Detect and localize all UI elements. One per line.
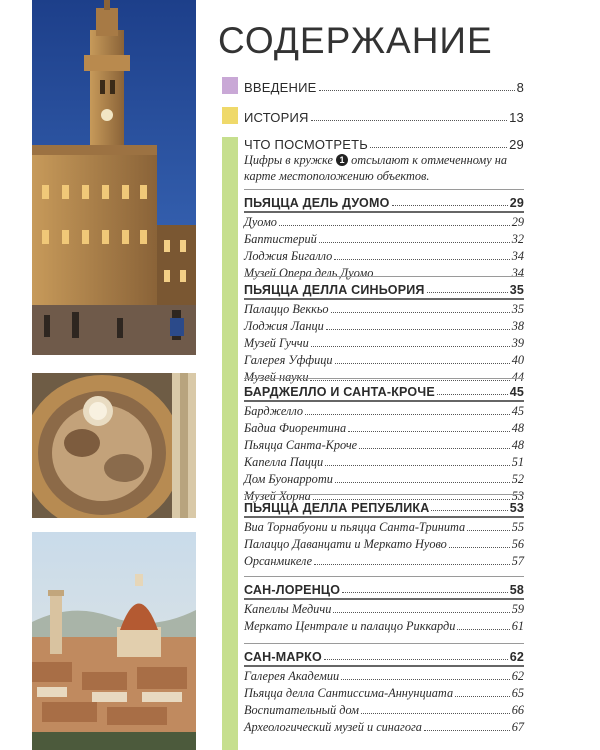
toc-entry[interactable] <box>244 334 524 351</box>
toc-entry[interactable] <box>244 230 524 247</box>
toc-entry-history[interactable] <box>244 108 524 125</box>
dot-leader <box>279 225 510 226</box>
toc-entry[interactable] <box>244 436 524 453</box>
toc-page-number: 52 <box>511 472 524 486</box>
dot-leader <box>314 564 510 565</box>
toc-page-number: 58 <box>509 583 524 597</box>
toc-page-number: 13 <box>509 110 524 125</box>
toc-entry[interactable] <box>244 247 524 264</box>
toc-page-number: 29 <box>509 137 524 152</box>
dot-leader <box>467 530 510 531</box>
toc-page-number: 34 <box>511 266 524 280</box>
dot-leader <box>324 659 508 660</box>
toc-section-heading[interactable] <box>244 498 524 515</box>
toc-entry[interactable] <box>244 701 524 718</box>
toc-entry-label: Палаццо Даванцати и Меркато Нуово <box>244 537 447 551</box>
toc-entry[interactable] <box>244 351 524 368</box>
toc-entry-label: БАРДЖЕЛЛО И САНТА-КРОЧЕ <box>244 385 435 399</box>
toc-entry-label: Пьяцца делла Сантиссима-Аннунциата <box>244 686 454 700</box>
toc-entry[interactable] <box>244 667 524 684</box>
toc-entry-label: Лоджия Ланци <box>244 319 324 333</box>
toc-entry-label: Меркато Централе и палаццо Риккарди <box>244 619 456 633</box>
dot-leader <box>424 730 510 731</box>
toc-entry-label: ЧТО ПОСМОТРЕТЬ <box>244 137 368 152</box>
toc-entry-label: Лоджия Бигалло <box>244 249 333 263</box>
toc-page-number: 56 <box>511 537 524 551</box>
dot-leader <box>305 414 510 415</box>
toc-page-number: 59 <box>511 602 524 616</box>
dot-leader <box>437 394 508 395</box>
dot-leader <box>335 482 510 483</box>
dot-leader <box>335 363 510 364</box>
toc-page-number: 29 <box>509 196 524 210</box>
dot-leader <box>341 679 510 680</box>
toc-page-number: 51 <box>511 455 524 469</box>
toc-entry-label: Виа Торнабуони и пьяцца Санта-Тринита <box>244 520 466 534</box>
dot-leader <box>319 90 515 91</box>
dot-leader <box>326 329 510 330</box>
toc-entry-label: ВВЕДЕНИЕ <box>244 80 317 95</box>
dot-leader <box>449 547 510 548</box>
toc-section-heading[interactable] <box>244 193 524 210</box>
toc-page-number: 45 <box>511 404 524 418</box>
toc-entry[interactable] <box>244 453 524 470</box>
toc-entry[interactable] <box>244 470 524 487</box>
toc-section-heading[interactable] <box>244 280 524 297</box>
toc-entry-label: Палаццо Веккьо <box>244 302 329 316</box>
toc-entry[interactable] <box>244 600 524 617</box>
note-text-before: Цифры в кружке <box>244 153 333 167</box>
toc-page-number: 35 <box>511 302 524 316</box>
toc-page-number: 32 <box>511 232 524 246</box>
toc-section-heading[interactable] <box>244 580 524 597</box>
toc-entry[interactable] <box>244 684 524 701</box>
dot-leader <box>359 448 510 449</box>
toc-entry-intro[interactable] <box>244 78 524 95</box>
toc-entry-label: Музей Гуччи <box>244 336 309 350</box>
dot-leader <box>310 380 509 381</box>
toc-page-number: 29 <box>511 215 524 229</box>
toc-page-number: 48 <box>511 438 524 452</box>
toc-entry-label: ПЬЯЦЦА ДЕЛЛА РЕПУБЛИКА <box>244 501 430 515</box>
dot-leader <box>392 205 508 206</box>
toc-entry[interactable] <box>244 264 524 281</box>
dot-leader <box>431 510 507 511</box>
section-top-rule <box>244 643 524 644</box>
toc-entry-label: Пьяцца Санта-Кроче <box>244 438 358 452</box>
page-title: СОДЕРЖАНИЕ <box>218 20 493 61</box>
toc-entry-label: Воспитательный дом <box>244 703 359 717</box>
toc-section-heading[interactable] <box>244 382 524 399</box>
toc-entry-label: Музей Опера дель Дуомо <box>244 266 374 280</box>
toc-page-number: 62 <box>509 650 524 664</box>
intro-color-marker <box>222 77 238 94</box>
dot-leader <box>427 292 508 293</box>
dot-leader <box>342 592 508 593</box>
toc-page-number: 44 <box>511 370 524 384</box>
dot-leader <box>455 696 510 697</box>
toc-entry[interactable] <box>244 300 524 317</box>
dot-leader <box>370 147 507 148</box>
note-text-after: отсылают к отмеченному на карте местоположению объектов. <box>244 153 508 183</box>
toc-page-number: 35 <box>509 283 524 297</box>
toc-entry[interactable] <box>244 617 524 634</box>
toc-entry-label: Баптистерий <box>244 232 317 246</box>
sights-color-marker <box>222 137 238 750</box>
toc-entry-label: Дом Буонарроти <box>244 472 333 486</box>
dot-leader <box>331 312 510 313</box>
dot-leader <box>325 465 510 466</box>
dot-leader <box>311 120 508 121</box>
toc-page-number: 57 <box>511 554 524 568</box>
toc-page-number: 39 <box>511 336 524 350</box>
toc-entry[interactable] <box>244 402 524 419</box>
toc-entry-label: Капеллы Медичи <box>244 602 332 616</box>
toc-page-number: 8 <box>516 80 524 95</box>
toc-entry-label: ИСТОРИЯ <box>244 110 309 125</box>
section-top-rule <box>244 276 524 277</box>
palazzo-vecchio-illustration <box>32 0 196 355</box>
dot-leader <box>361 713 510 714</box>
toc-page-number: 34 <box>511 249 524 263</box>
toc-page-number: 55 <box>511 520 524 534</box>
toc-entry-label: Галерея Академии <box>244 669 340 683</box>
history-color-marker <box>222 107 238 124</box>
toc-page-number: 62 <box>511 669 524 683</box>
section-top-rule <box>244 378 524 379</box>
map-number-note <box>244 152 529 184</box>
toc-entry-label: Капелла Пацци <box>244 455 324 469</box>
florence-skyline-illustration <box>32 532 196 750</box>
dot-leader <box>457 629 509 630</box>
dome-interior-illustration <box>32 373 196 518</box>
toc-entry[interactable] <box>244 535 524 552</box>
toc-entry[interactable] <box>244 718 524 735</box>
toc-page-number: 65 <box>511 686 524 700</box>
toc-entry-label: ПЬЯЦЦА ДЕЛЛА СИНЬОРИЯ <box>244 283 425 297</box>
toc-entry-label: САН-МАРКО <box>244 650 322 664</box>
toc-entry[interactable] <box>244 317 524 334</box>
toc-entry-sights[interactable] <box>244 135 524 152</box>
toc-entry-label: Музей Хорна <box>244 489 311 503</box>
toc-entry-label: ПЬЯЦЦА ДЕЛЬ ДУОМО <box>244 196 390 210</box>
section-top-rule <box>244 189 524 190</box>
dome-interior-photo <box>32 373 196 518</box>
dot-leader <box>311 346 510 347</box>
toc-page-number: 66 <box>511 703 524 717</box>
toc-page-number: 38 <box>511 319 524 333</box>
toc-entry-label: Орсанмикеле <box>244 554 313 568</box>
toc-page-number: 45 <box>509 385 524 399</box>
toc-section-heading[interactable] <box>244 647 524 664</box>
florence-skyline-photo <box>32 532 196 750</box>
toc-entry-label: Бадиа Фиорентина <box>244 421 347 435</box>
toc-page-number: 53 <box>509 501 524 515</box>
toc-entry-label: Музей науки <box>244 370 309 384</box>
dot-leader <box>334 259 509 260</box>
toc-entry-label: САН-ЛОРЕНЦО <box>244 583 341 597</box>
toc-entry-label: Археологический музей и синагога <box>244 720 422 734</box>
section-top-rule <box>244 576 524 577</box>
toc-entry[interactable] <box>244 213 524 230</box>
toc-entry-label: Галерея Уффици <box>244 353 333 367</box>
toc-page-number: 40 <box>511 353 524 367</box>
toc-page-number: 48 <box>511 421 524 435</box>
toc-entry-label: Барджелло <box>244 404 304 418</box>
toc-page-number: 67 <box>511 720 524 734</box>
dot-leader <box>333 612 509 613</box>
toc-page-number: 53 <box>511 489 524 503</box>
palazzo-vecchio-photo <box>32 0 196 355</box>
toc-page-number: 61 <box>511 619 524 633</box>
toc-entry[interactable] <box>244 552 524 569</box>
dot-leader <box>319 242 510 243</box>
toc-entry-label: Дуомо <box>244 215 277 229</box>
dot-leader <box>348 431 510 432</box>
section-top-rule <box>244 494 524 495</box>
toc-entry[interactable] <box>244 419 524 436</box>
toc-entry[interactable] <box>244 518 524 535</box>
map-number-circle-icon: 1 <box>336 154 348 166</box>
